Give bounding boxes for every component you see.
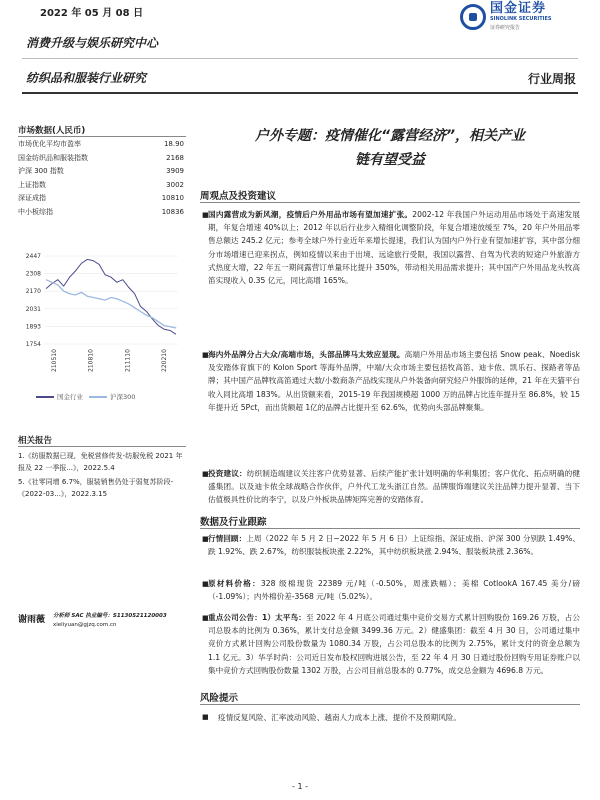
report-type: 行业周报 [527, 72, 576, 86]
logo-mark-icon [460, 4, 486, 30]
x-tick-label: 210810 [87, 349, 95, 372]
related-report-link[interactable]: 1.《纺服数据已现，免税营修传发-纺服免税 2021 年报及 22 一季报...》，2022.5.4 [18, 452, 183, 472]
section-title-risk: 风险提示 [200, 693, 239, 704]
market-data-table [18, 138, 184, 219]
analyst-name: 谢雨薇 [18, 615, 46, 625]
series-line-2 [46, 280, 176, 328]
market-row: 国金纺织品和服装指数 2168 [18, 153, 184, 162]
divider [22, 58, 578, 59]
bullet-icon: ■ [202, 580, 209, 588]
paragraph-market: 国内露营成为新风潮，疫情后户外用品市场有望加速扩张。2002-12 年我国户外运动用品市场处于高速发展期，年复合增速 40%以上；2012 年以后行业步入精细化调整阶段，年复合增速放缓至 7%，20 年户外用品零售总额达 245.2 亿元；参考全球户外行业近年来增长提速，我们认为国内户外行业有望加速扩容，其中部分细分市场增速已迎来拐点，例如疫情以来由于出境、远途旅行受限，我国以露营、自驾为代表的短途户外旅游方式热度大增，22 年五一期间露营订单量环比提升 350%，带动相关用品需求提升；其中国产户外用品龙头牧高笛实现收入 0.35 亿元，同比高增 165%。 [208, 210, 581, 286]
paragraph-advice: 投资建议：纺织制造端建议关注客户优势显著、后续产能扩张计划明确的华利集团；客户优化、拓点明确的健盛集团。以及迪卡侬全球战略合作伙伴，户外代工龙头浙江自然。品牌服饰端建议关注品牌力提升显著、当下估值极具性价比的李宁，以及户外板块品牌矩阵完善的安踏体育。 [208, 469, 581, 505]
company-logo [460, 0, 580, 34]
paragraph-materials: 原材料价格：328 级棉现货 22389 元/吨（-0.50%，周涨跌幅）；美棉 CotlookA 167.45 美分/磅（-1.09%）；内外棉价差-3568 元/吨（5.02%）。 [208, 579, 580, 602]
paragraph-announcements: 重点公司公告：1）太平鸟：至 2022 年 4 月底公司通过集中竞价交易方式累计回购股份 169.26 万股，占公司总股本的比例为 0.36%，累计支付总金额 3499.36 万元。2）健盛集团：截至 4 月 30 日，公司通过集中竞价方式累计回购公司股份数量为 1080.34 万股，占公司总股本的比例为 2.75%，累计支付的资金总额为 1.1 亿元。3）华孚时尚：公司近日发布股权回购进展公告，至 22 年 4 月 30 日通过股份回购专用证券账户以集中竞价方式回购股份数量 1302 万股，占公司目前总股本的 0.77%，成交总金额为 4696.8 万元。 [208, 613, 580, 675]
divider [200, 528, 580, 529]
logo-cn: 国金证券 [490, 1, 547, 16]
bullet-icon: ■ [202, 535, 209, 543]
market-row: 深证成指 10810 [18, 194, 184, 202]
page-number: - 1 - [292, 782, 308, 791]
x-tick-label: 211110 [124, 349, 132, 372]
logo-en: SINOLINK SECURITIES [490, 16, 552, 22]
headline: 户外专题：疫情催化“露营经济”，相关产业 链有望受益 [254, 128, 526, 168]
x-tick-label: 220210 [161, 349, 168, 372]
related-reports-list [18, 450, 188, 502]
divider [18, 446, 186, 447]
bullet-icon: ■ [202, 614, 209, 622]
analyst-cert: 分析师 SAC 执业编号：S1130521120003 [53, 613, 167, 619]
divider [200, 202, 580, 203]
legend-item: 沪深300 [89, 392, 135, 401]
y-tick-label: 2308 [25, 270, 41, 278]
y-tick-label: 1893 [25, 323, 41, 331]
market-row: 市场优化平均市盈率 18.90 [18, 140, 184, 148]
bullet-icon: ■ [202, 351, 209, 359]
y-tick-label: 2031 [25, 305, 41, 313]
industry-title: 纺织品和服装行业研究 [26, 71, 147, 85]
y-tick-label: 2170 [25, 288, 41, 296]
bullet-icon: ■ [202, 211, 209, 219]
paragraph-review: 行情回顾：上周（2022 年 5 月 2 日~2022 年 5 月 6 日）上证综指、深证成指、沪深 300 分别跌 1.49%、跌 1.92%、跌 2.67%，纺织服装板块涨 2.22%，其中纺织板块涨 2.94%、服装板块涨 2.36%。 [208, 534, 580, 557]
y-tick-label: 2447 [25, 253, 41, 260]
y-tick-label: 1754 [25, 341, 41, 348]
market-row: 中小板综指 10836 [18, 207, 184, 216]
chart-legend [36, 392, 135, 401]
related-report-link[interactable]: 5.《社零同增 6.7%，服装销售仍处于弱复苏阶段-《2022-03...》，2022.3.15 [18, 478, 174, 498]
market-row: 上证指数 3002 [18, 180, 184, 189]
divider-thick [22, 92, 578, 94]
org-center: 消费升级与娱乐研究中心 [26, 36, 159, 50]
risk-text: 疫情反复风险、汇率波动风险、越南人力成本上涨、提价不及预期风险。 [218, 713, 461, 722]
market-data-title: 市场数据(人民币) [18, 126, 86, 136]
x-tick-label: 210510 [51, 349, 58, 372]
analyst-email[interactable]: xieliyuan@gjzq.com.cn [53, 622, 117, 628]
report-date: 2022 年 05 月 08 日 [40, 8, 144, 19]
market-row: 沪深 300 指数 3909 [18, 167, 184, 175]
section-title-data: 数据及行业跟踪 [200, 517, 267, 528]
analyst-block [18, 612, 186, 630]
divider [18, 136, 186, 137]
bullet-icon: ■ [202, 470, 209, 478]
paragraph-brands: 海内外品牌分占大众/高端市场，头部品牌马太效应显现。高端户外用品市场主要包括 Snow peak、Noedisk 及安踏体育旗下的 Kolon Sport 等海外品牌，中端/大众市场主要包括牧高笛、迪卡侬、凯乐石、探路者等品牌；其中国产品牌牧高笛通过大数/小数商条产品线实现从户外装备向研究轻户外服饰的延伸，21 年在天猫平台收入同比高增 183%。从出货额来看，2015-19 年我国规模超 1000 万的品牌占比连年提升至 86.8%，较 15 年提升近 5Pct，而出货额超 1亿的品牌占比提升至 62.6%，优势向头部品牌聚集。 [208, 350, 580, 412]
divider [200, 704, 580, 705]
section-title-view: 周观点及投资建议 [200, 191, 277, 202]
index-line-chart [18, 252, 184, 380]
bullet-icon: ■ [202, 713, 209, 721]
logo-sub: 证券研究报告 [490, 25, 521, 31]
related-reports-title: 相关报告 [18, 436, 53, 446]
legend-item: 国金行业 [36, 392, 83, 401]
